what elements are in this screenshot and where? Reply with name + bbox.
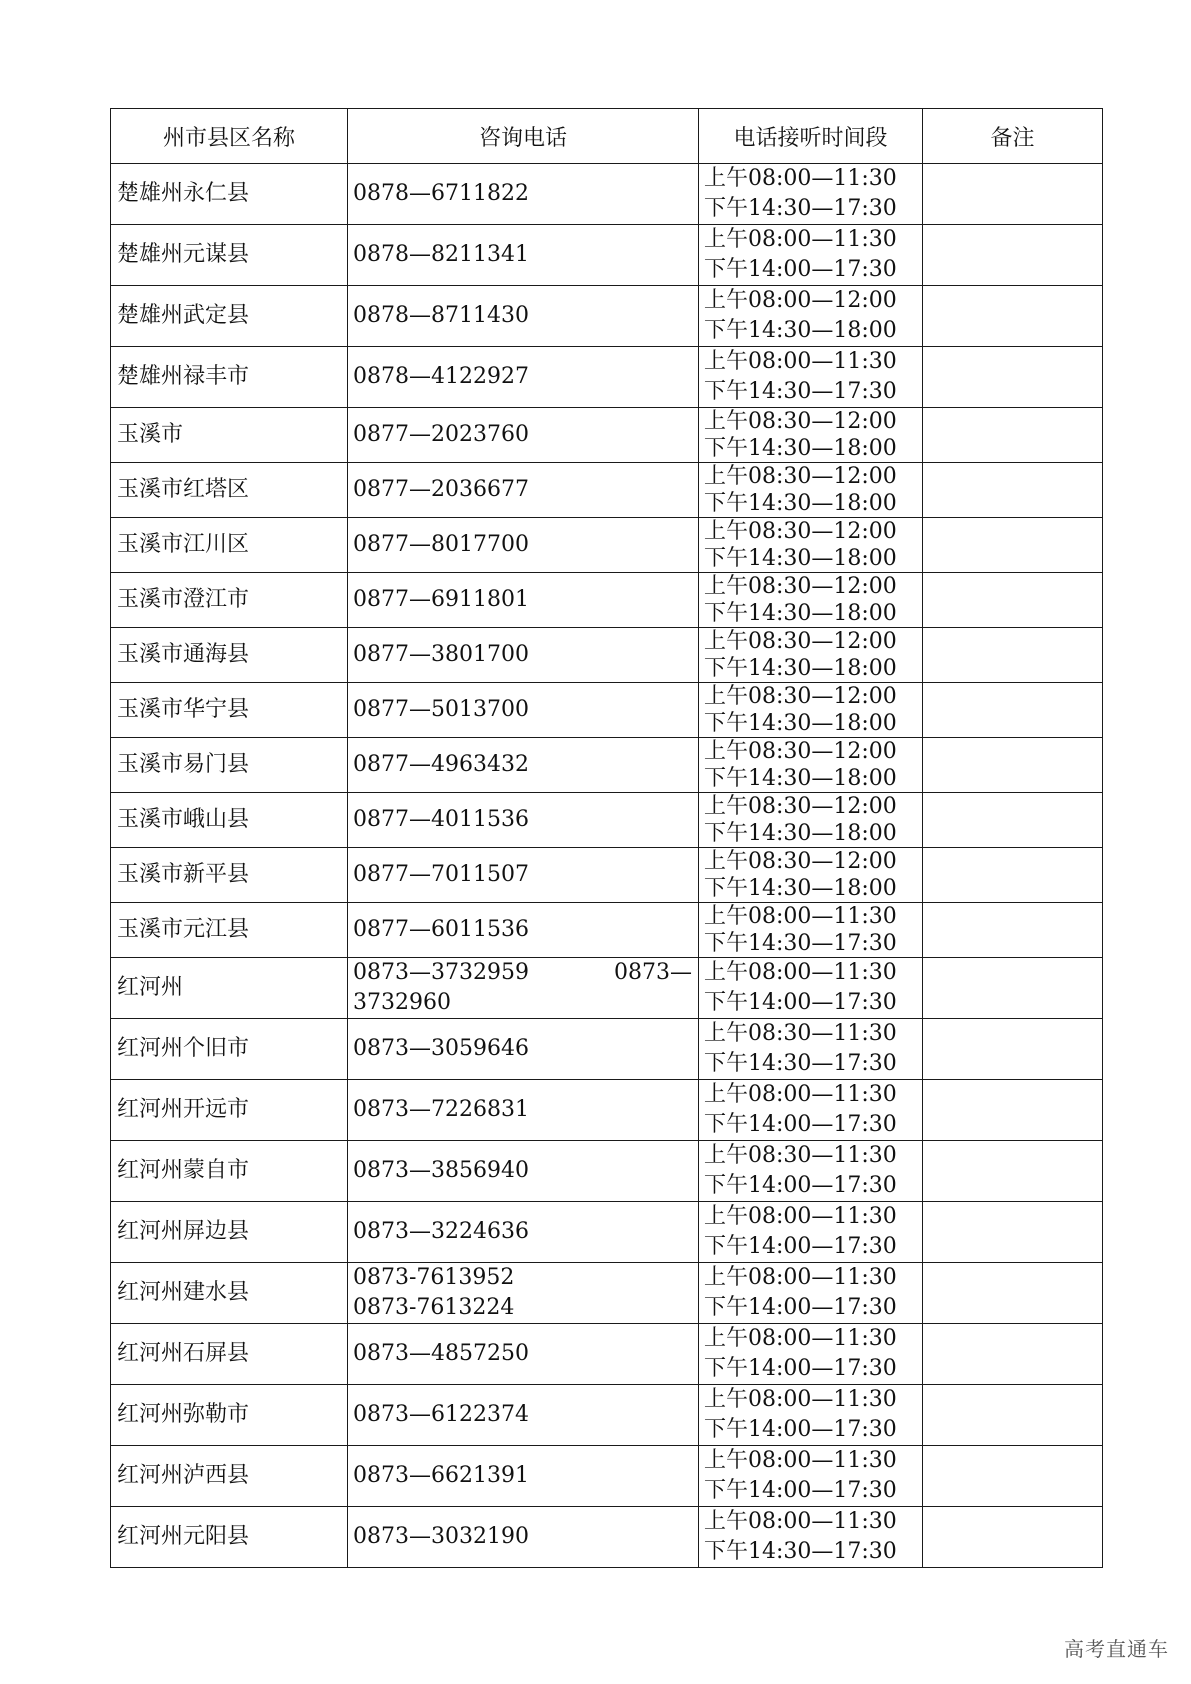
header-hours: 电话接听时间段 bbox=[699, 109, 923, 164]
hours-cell bbox=[699, 738, 923, 793]
hours-cell bbox=[699, 463, 923, 518]
notes-cell bbox=[923, 1141, 1103, 1202]
hours-cell bbox=[699, 848, 923, 903]
region-name-cell: 红河州建水县 bbox=[111, 1263, 348, 1324]
afternoon-hours: 下午14:30—17:30 bbox=[704, 196, 897, 221]
afternoon-hours: 下午14:30—18:00 bbox=[704, 546, 897, 571]
table-row bbox=[111, 738, 1103, 793]
notes-cell bbox=[923, 1263, 1103, 1324]
table-row bbox=[111, 1507, 1103, 1568]
hours-cell bbox=[699, 573, 923, 628]
hours-cell bbox=[699, 1080, 923, 1141]
afternoon-hours: 下午14:30—18:00 bbox=[704, 491, 897, 516]
phone-cell bbox=[348, 1019, 699, 1080]
afternoon-hours: 下午14:30—18:00 bbox=[704, 318, 897, 343]
hours-cell bbox=[699, 518, 923, 573]
phone-number: 0873—3224636 bbox=[353, 1219, 529, 1244]
notes-cell bbox=[923, 347, 1103, 408]
phone-number: 0878—8211341 bbox=[353, 242, 529, 267]
table-row bbox=[111, 347, 1103, 408]
table-row bbox=[111, 463, 1103, 518]
region-name-cell: 楚雄州永仁县 bbox=[111, 164, 348, 225]
phone-number: 0873—4857250 bbox=[353, 1341, 529, 1366]
region-name-cell: 玉溪市通海县 bbox=[111, 628, 348, 683]
region-name-cell: 红河州弥勒市 bbox=[111, 1385, 348, 1446]
phone-number: 0877—8017700 bbox=[353, 532, 529, 557]
morning-hours: 上午08:30—12:00 bbox=[704, 794, 897, 819]
phone-cell bbox=[348, 958, 699, 1019]
region-name-cell: 玉溪市江川区 bbox=[111, 518, 348, 573]
hours-cell bbox=[699, 1385, 923, 1446]
header-region-name: 州市县区名称 bbox=[111, 109, 348, 164]
region-name-cell: 红河州个旧市 bbox=[111, 1019, 348, 1080]
afternoon-hours: 下午14:30—17:30 bbox=[704, 1539, 897, 1564]
region-name-cell: 红河州蒙自市 bbox=[111, 1141, 348, 1202]
afternoon-hours: 下午14:00—17:30 bbox=[704, 1234, 897, 1259]
morning-hours: 上午08:30—11:30 bbox=[704, 1021, 897, 1046]
table-row bbox=[111, 1324, 1103, 1385]
region-name-cell: 玉溪市新平县 bbox=[111, 848, 348, 903]
table-row bbox=[111, 1141, 1103, 1202]
table-row bbox=[111, 225, 1103, 286]
region-name-cell: 玉溪市华宁县 bbox=[111, 683, 348, 738]
notes-cell bbox=[923, 225, 1103, 286]
phone-cell bbox=[348, 1324, 699, 1385]
region-name-cell: 红河州泸西县 bbox=[111, 1446, 348, 1507]
region-name-cell: 玉溪市红塔区 bbox=[111, 463, 348, 518]
header-notes: 备注 bbox=[923, 109, 1103, 164]
table-row bbox=[111, 793, 1103, 848]
region-name-cell: 玉溪市 bbox=[111, 408, 348, 463]
morning-hours: 上午08:00—11:30 bbox=[704, 904, 897, 929]
phone-number: 0873—3732959 bbox=[353, 960, 529, 985]
afternoon-hours: 下午14:30—18:00 bbox=[704, 876, 897, 901]
afternoon-hours: 下午14:30—17:30 bbox=[704, 931, 897, 956]
hours-cell bbox=[699, 408, 923, 463]
region-name-cell: 红河州石屏县 bbox=[111, 1324, 348, 1385]
morning-hours: 上午08:00—11:30 bbox=[704, 1326, 897, 1351]
hours-cell bbox=[699, 164, 923, 225]
phone-cell bbox=[348, 573, 699, 628]
morning-hours: 上午08:00—11:30 bbox=[704, 1509, 897, 1534]
table-row bbox=[111, 518, 1103, 573]
morning-hours: 上午08:30—12:00 bbox=[704, 519, 897, 544]
hours-cell bbox=[699, 628, 923, 683]
phone-cell bbox=[348, 903, 699, 958]
table-row bbox=[111, 1202, 1103, 1263]
notes-cell bbox=[923, 1324, 1103, 1385]
phone-cell bbox=[348, 793, 699, 848]
hours-cell bbox=[699, 1507, 923, 1568]
morning-hours: 上午08:00—11:30 bbox=[704, 1082, 897, 1107]
morning-hours: 上午08:00—11:30 bbox=[704, 349, 897, 374]
afternoon-hours: 下午14:30—18:00 bbox=[704, 656, 897, 681]
hours-cell bbox=[699, 1324, 923, 1385]
hours-cell bbox=[699, 1202, 923, 1263]
morning-hours: 上午08:00—11:30 bbox=[704, 1448, 897, 1473]
afternoon-hours: 下午14:00—17:30 bbox=[704, 1417, 897, 1442]
notes-cell bbox=[923, 1507, 1103, 1568]
notes-cell bbox=[923, 518, 1103, 573]
table-row bbox=[111, 1019, 1103, 1080]
hours-cell bbox=[699, 793, 923, 848]
afternoon-hours: 下午14:00—17:30 bbox=[704, 1356, 897, 1381]
header-phone: 咨询电话 bbox=[348, 109, 699, 164]
notes-cell bbox=[923, 628, 1103, 683]
table-row bbox=[111, 286, 1103, 347]
table-row bbox=[111, 1263, 1103, 1324]
region-name-cell: 红河州屏边县 bbox=[111, 1202, 348, 1263]
notes-cell bbox=[923, 408, 1103, 463]
hours-cell bbox=[699, 1263, 923, 1324]
notes-cell bbox=[923, 793, 1103, 848]
notes-cell bbox=[923, 286, 1103, 347]
phone-number: 0877—4011536 bbox=[353, 807, 529, 832]
table-header-row bbox=[111, 109, 1103, 164]
table-row bbox=[111, 408, 1103, 463]
afternoon-hours: 下午14:30—17:30 bbox=[704, 1051, 897, 1076]
phone-cell bbox=[348, 1446, 699, 1507]
table-row bbox=[111, 1080, 1103, 1141]
phone-cell bbox=[348, 1507, 699, 1568]
region-name-cell: 红河州 bbox=[111, 958, 348, 1019]
phone-number: 0877—7011507 bbox=[353, 862, 529, 887]
phone-cell bbox=[348, 164, 699, 225]
phone-number: 0878—6711822 bbox=[353, 181, 529, 206]
phone-number: 0877—2023760 bbox=[353, 422, 529, 447]
phone-cell bbox=[348, 463, 699, 518]
phone-cell bbox=[348, 1202, 699, 1263]
phone-number: 0877—6911801 bbox=[353, 587, 529, 612]
table-row bbox=[111, 628, 1103, 683]
afternoon-hours: 下午14:00—17:30 bbox=[704, 1478, 897, 1503]
phone-cell bbox=[348, 225, 699, 286]
afternoon-hours: 下午14:30—18:00 bbox=[704, 821, 897, 846]
afternoon-hours: 下午14:00—17:30 bbox=[704, 1295, 897, 1320]
phone-cell bbox=[348, 1080, 699, 1141]
morning-hours: 上午08:00—11:30 bbox=[704, 227, 897, 252]
notes-cell bbox=[923, 1019, 1103, 1080]
table-body bbox=[111, 164, 1103, 1568]
afternoon-hours: 下午14:30—17:30 bbox=[704, 379, 897, 404]
phone-number: 0877—3801700 bbox=[353, 642, 529, 667]
table-row bbox=[111, 903, 1103, 958]
hours-cell bbox=[699, 683, 923, 738]
morning-hours: 上午08:30—12:00 bbox=[704, 849, 897, 874]
phone-number: 0873—3032190 bbox=[353, 1524, 529, 1549]
phone-number: 0873—6122374 bbox=[353, 1402, 529, 1427]
phone-cell bbox=[348, 1263, 699, 1324]
phone-number: 0873—7226831 bbox=[353, 1097, 529, 1122]
morning-hours: 上午08:00—11:30 bbox=[704, 1265, 897, 1290]
table-row bbox=[111, 683, 1103, 738]
table-row bbox=[111, 1446, 1103, 1507]
phone-cell bbox=[348, 628, 699, 683]
contact-table bbox=[110, 108, 1103, 1568]
morning-hours: 上午08:00—11:30 bbox=[704, 166, 897, 191]
notes-cell bbox=[923, 1080, 1103, 1141]
notes-cell bbox=[923, 573, 1103, 628]
hours-cell bbox=[699, 903, 923, 958]
table-row bbox=[111, 958, 1103, 1019]
region-name-cell: 玉溪市元江县 bbox=[111, 903, 348, 958]
morning-hours: 上午08:30—12:00 bbox=[704, 464, 897, 489]
phone-number: 0873—3059646 bbox=[353, 1036, 529, 1061]
morning-hours: 上午08:00—11:30 bbox=[704, 1387, 897, 1412]
hours-cell bbox=[699, 286, 923, 347]
phone-cell bbox=[348, 347, 699, 408]
phone-cell bbox=[348, 408, 699, 463]
table-row bbox=[111, 164, 1103, 225]
notes-cell bbox=[923, 848, 1103, 903]
afternoon-hours: 下午14:00—17:30 bbox=[704, 1112, 897, 1137]
phone-line bbox=[353, 958, 692, 988]
phone-number: 0878—4122927 bbox=[353, 364, 529, 389]
afternoon-hours: 下午14:00—17:30 bbox=[704, 990, 897, 1015]
watermark-text: 高考直通车 bbox=[1064, 1637, 1169, 1661]
morning-hours: 上午08:00—11:30 bbox=[704, 1204, 897, 1229]
afternoon-hours: 下午14:30—18:00 bbox=[704, 766, 897, 791]
table-row bbox=[111, 848, 1103, 903]
phone-number: 0877—5013700 bbox=[353, 697, 529, 722]
phone-number: 0873—3856940 bbox=[353, 1158, 529, 1183]
region-name-cell: 楚雄州元谋县 bbox=[111, 225, 348, 286]
region-name-cell: 红河州开远市 bbox=[111, 1080, 348, 1141]
contact-table-container bbox=[110, 108, 1102, 1568]
morning-hours: 上午08:30—12:00 bbox=[704, 574, 897, 599]
notes-cell bbox=[923, 1202, 1103, 1263]
hours-cell bbox=[699, 1019, 923, 1080]
afternoon-hours: 下午14:30—18:00 bbox=[704, 711, 897, 736]
region-name-cell: 楚雄州武定县 bbox=[111, 286, 348, 347]
phone-number: 0873-7613952 bbox=[353, 1265, 515, 1290]
phone-number: 0873—6621391 bbox=[353, 1463, 529, 1488]
region-name-cell: 玉溪市峨山县 bbox=[111, 793, 348, 848]
hours-cell bbox=[699, 347, 923, 408]
region-name-cell: 红河州元阳县 bbox=[111, 1507, 348, 1568]
phone-cell bbox=[348, 738, 699, 793]
afternoon-hours: 下午14:00—17:30 bbox=[704, 257, 897, 282]
morning-hours: 上午08:00—12:00 bbox=[704, 288, 897, 313]
phone-number: 0877—2036677 bbox=[353, 477, 529, 502]
morning-hours: 上午08:30—12:00 bbox=[704, 629, 897, 654]
notes-cell bbox=[923, 903, 1103, 958]
phone-number: 3732960 bbox=[353, 990, 451, 1015]
phone-number: 0873— bbox=[614, 960, 692, 985]
phone-cell bbox=[348, 286, 699, 347]
notes-cell bbox=[923, 164, 1103, 225]
notes-cell bbox=[923, 738, 1103, 793]
morning-hours: 上午08:30—12:00 bbox=[704, 409, 897, 434]
notes-cell bbox=[923, 1446, 1103, 1507]
notes-cell bbox=[923, 683, 1103, 738]
phone-cell bbox=[348, 683, 699, 738]
phone-number: 0877—6011536 bbox=[353, 917, 529, 942]
notes-cell bbox=[923, 958, 1103, 1019]
morning-hours: 上午08:30—11:30 bbox=[704, 1143, 897, 1168]
afternoon-hours: 下午14:00—17:30 bbox=[704, 1173, 897, 1198]
table-row bbox=[111, 573, 1103, 628]
notes-cell bbox=[923, 1385, 1103, 1446]
phone-cell bbox=[348, 1141, 699, 1202]
hours-cell bbox=[699, 958, 923, 1019]
morning-hours: 上午08:30—12:00 bbox=[704, 739, 897, 764]
phone-number: 0873-7613224 bbox=[353, 1295, 515, 1320]
region-name-cell: 玉溪市澄江市 bbox=[111, 573, 348, 628]
notes-cell bbox=[923, 463, 1103, 518]
table-row bbox=[111, 1385, 1103, 1446]
afternoon-hours: 下午14:30—18:00 bbox=[704, 436, 897, 461]
morning-hours: 上午08:00—11:30 bbox=[704, 960, 897, 985]
hours-cell bbox=[699, 225, 923, 286]
hours-cell bbox=[699, 1446, 923, 1507]
hours-cell bbox=[699, 1141, 923, 1202]
phone-number: 0878—8711430 bbox=[353, 303, 529, 328]
phone-cell bbox=[348, 518, 699, 573]
region-name-cell: 玉溪市易门县 bbox=[111, 738, 348, 793]
morning-hours: 上午08:30—12:00 bbox=[704, 684, 897, 709]
phone-cell bbox=[348, 848, 699, 903]
region-name-cell: 楚雄州禄丰市 bbox=[111, 347, 348, 408]
phone-number: 0877—4963432 bbox=[353, 752, 529, 777]
phone-cell bbox=[348, 1385, 699, 1446]
afternoon-hours: 下午14:30—18:00 bbox=[704, 601, 897, 626]
